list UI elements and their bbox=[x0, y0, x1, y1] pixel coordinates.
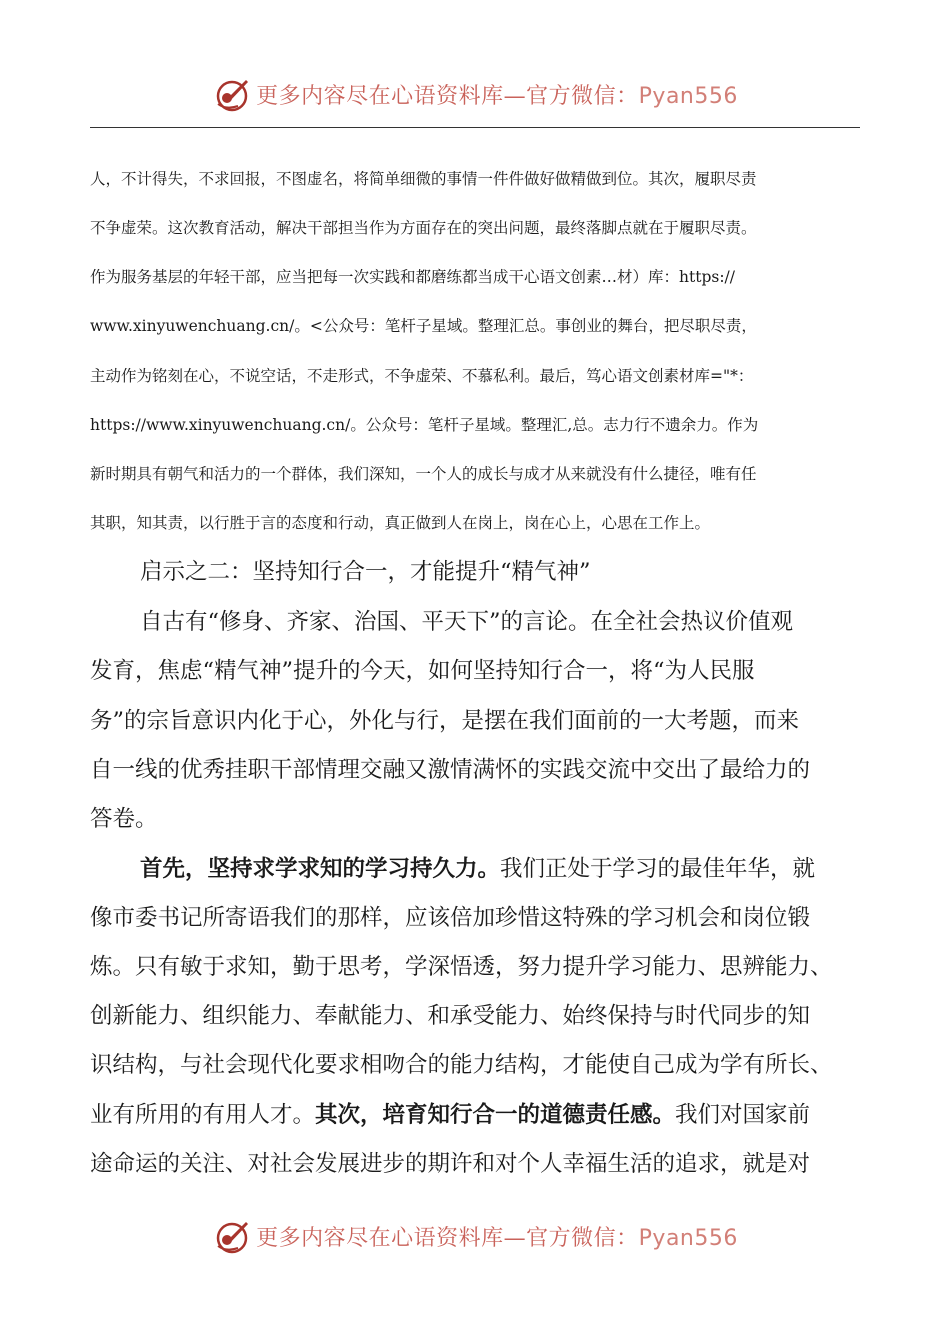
paragraph-2-text: 我们正处于学习的最佳年华，就 bbox=[500, 856, 816, 882]
paragraph-2-text: 我们对国家前 bbox=[675, 1102, 811, 1128]
paragraph-2-lead-bold: 首先，坚持求学求知的学习持久力。 bbox=[140, 856, 501, 882]
paragraph-1-line: 答卷。 bbox=[90, 806, 158, 832]
paragraph-2-second-bold: 其次，培育知行合一的道德责任感。 bbox=[315, 1102, 676, 1128]
section-heading: 启示之二：坚持知行合一，才能提升“精气神” bbox=[140, 559, 591, 585]
header-banner-wechat-id: Pyan556 bbox=[638, 83, 738, 109]
body-small-line: 主动作为铭刻在心，不说空话，不走形式，不争虚荣、不慕私利。最后，笃心语文创素材库="*： bbox=[90, 367, 754, 385]
header-banner-title: 更多内容尽在心语资料库 bbox=[256, 83, 504, 109]
paragraph-1-line: 自古有“修身、齐家、治国、平天下”的言论。在全社会热议价值观 bbox=[140, 609, 794, 635]
paragraph-1-line: 务”的宗旨意识内化于心，外化与行，是摆在我们面前的一大考题，而来 bbox=[90, 708, 800, 734]
header-banner-label: —官方微信： bbox=[503, 83, 639, 109]
body-small-line: www.xinyuwenchuang.cn/。<公众号：笔杆子星域。整理汇总。事创业的舞台，把尽职尽责， bbox=[90, 317, 757, 335]
paragraph-2-line: 途命运的关注、对社会发展进步的期许和对个人幸福生活的追求，就是对 bbox=[90, 1151, 811, 1177]
header-banner bbox=[0, 72, 950, 116]
paragraph-2-line: 识结构，与社会现代化要求相吻合的能力结构，才能使自己成为学有所长、 bbox=[90, 1052, 833, 1078]
footer-banner bbox=[0, 1214, 950, 1258]
footer-banner-title: 更多内容尽在心语资料库 bbox=[256, 1225, 504, 1251]
body-small-line: 其职，知其责，以行胜于言的态度和行动，真正做到人在岗上，岗在心上，心思在工作上。 bbox=[90, 514, 711, 532]
body-small-line: https://www.xinyuwenchuang.cn/。公众号：笔杆子星域。整理汇,总。志力行不遗余力。作为 bbox=[90, 416, 759, 434]
footer-banner-wechat-id: Pyan556 bbox=[638, 1225, 738, 1251]
paragraph-1-line: 发育，焦虑“精气神”提升的今天，如何坚持知行合一，将“为人民服 bbox=[90, 658, 755, 684]
paragraph-2-line bbox=[90, 1100, 870, 1130]
header-banner-text bbox=[256, 79, 738, 110]
footer-banner-text bbox=[256, 1221, 738, 1252]
paragraph-2-line bbox=[140, 854, 920, 884]
footer-banner-label: —官方微信： bbox=[503, 1225, 639, 1251]
paragraph-2-line: 创新能力、组织能力、奉献能力、和承受能力、始终保持与时代同步的知 bbox=[90, 1003, 811, 1029]
logo-icon bbox=[212, 1216, 252, 1256]
body-small-line: 作为服务基层的年轻干部，应当把每一次实践和都磨练都当成干心语文创素…材）库：https:// bbox=[90, 268, 735, 286]
paragraph-2-text: 业有所用的有用人才。 bbox=[90, 1102, 316, 1128]
body-small-line: 新时期具有朝气和活力的一个群体，我们深知，一个人的成长与成才从来就没有什么捷径，唯有任 bbox=[90, 465, 757, 483]
header-divider bbox=[90, 127, 860, 128]
paragraph-1-line: 自一线的优秀挂职干部情理交融又激情满怀的实践交流中交出了最给力的 bbox=[90, 757, 811, 783]
body-small-line: 不争虚荣。这次教育活动，解决干部担当作为方面存在的突出问题，最终落脚点就在于履职尽责。 bbox=[90, 219, 757, 237]
paragraph-2-line: 像市委书记所寄语我们的那样，应该倍加珍惜这特殊的学习机会和岗位锻 bbox=[90, 905, 811, 931]
logo-icon bbox=[212, 74, 252, 114]
body-small-line: 人，不计得失，不求回报，不图虚名，将简单细微的事情一件件做好做精做到位。其次，履职尽责 bbox=[90, 170, 757, 188]
paragraph-2-line: 炼。只有敏于求知，勤于思考，学深悟透，努力提升学习能力、思辨能力、 bbox=[90, 954, 833, 980]
